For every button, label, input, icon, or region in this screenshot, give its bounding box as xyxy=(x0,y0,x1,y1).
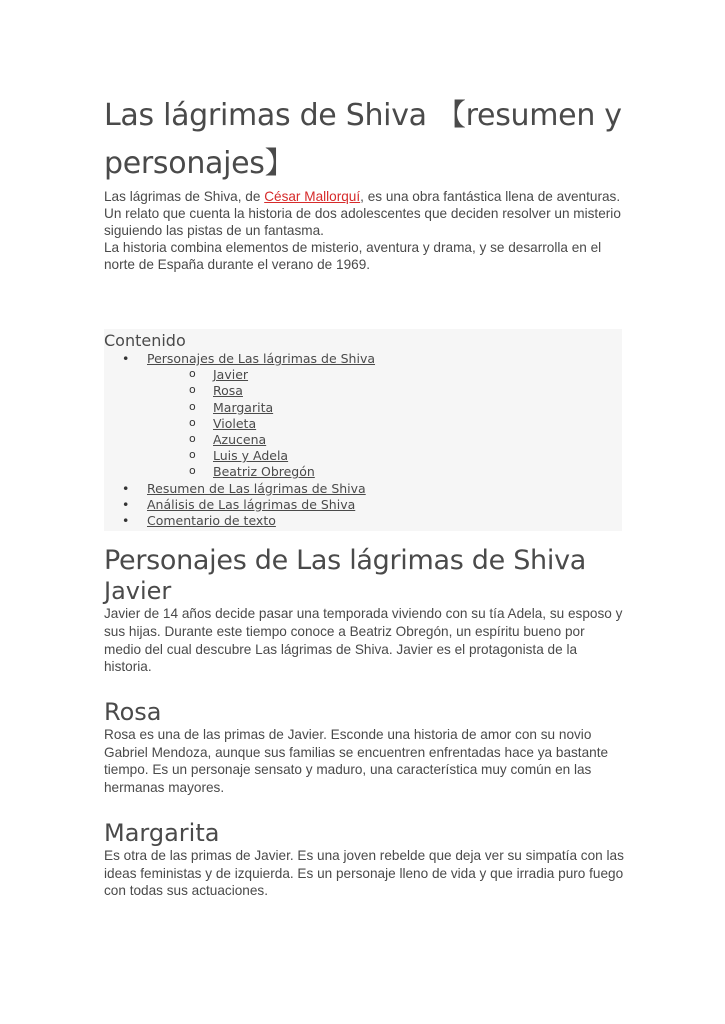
toc-item-personajes xyxy=(104,351,622,367)
table-of-contents xyxy=(104,329,622,531)
character-heading-javier: Javier xyxy=(104,577,172,606)
character-text-rosa: Rosa es una de las primas de Javier. Esconde una historia de amor con su novio Gabriel Mendoza, aunque sus familias se encuentren enfrentadas hace ya bastante tiempo. Es un personaje sensato y maduro, una característica muy común en las hermanas mayores. xyxy=(104,727,609,796)
toc-link-javier[interactable]: Javier xyxy=(213,367,249,383)
toc-link-azucena[interactable]: Azucena xyxy=(213,432,267,448)
toc-item-beatriz xyxy=(104,464,622,480)
toc-item-rosa xyxy=(104,383,622,399)
toc-item-azucena xyxy=(104,432,622,448)
toc-link-rosa[interactable]: Rosa xyxy=(213,383,243,399)
character-heading-margarita: Margarita xyxy=(104,818,220,847)
toc-item-violeta xyxy=(104,416,622,432)
character-text-javier: Javier de 14 años decide pasar una temporada viviendo con su tía Adela, su esposo y sus hijas. Durante este tiempo conoce a Beatriz Obregón, un espíritu bueno por medio del cual descubre Las lágrimas de Shiva. Javier es el protagonista de la historia. xyxy=(104,606,623,675)
toc-item-margarita xyxy=(104,400,622,416)
toc-link-beatriz[interactable]: Beatriz Obregón xyxy=(213,464,315,480)
page-title: Las lágrimas de Shiva 【resumen y personajes】 xyxy=(104,98,622,181)
character-heading-rosa: Rosa xyxy=(104,698,162,727)
toc-link-luis-adela[interactable]: Luis y Adela xyxy=(213,448,289,464)
toc-link-violeta[interactable]: Violeta xyxy=(213,415,257,431)
toc-list xyxy=(104,351,622,529)
toc-item-resumen xyxy=(104,481,622,497)
toc-link-resumen[interactable]: Resumen de Las lágrimas de Shiva xyxy=(147,480,366,496)
character-text-margarita: Es otra de las primas de Javier. Es una joven rebelde que deja ver su simpatía con las ideas feministas y de izquierda. Es un personaje lleno de vida y que irradia puro fuego con todas sus actuaciones. xyxy=(104,847,624,899)
intro-text-end: , es una obra fantástica llena de aventuras. Un relato que cuenta la historia de dos adolescentes que deciden resolver un misterio siguiendo las pistas de un fantasma. xyxy=(104,189,621,238)
toc-item-analisis xyxy=(104,497,622,513)
intro-paragraph xyxy=(104,188,624,239)
toc-item-comentario xyxy=(104,513,622,529)
toc-link-margarita[interactable]: Margarita xyxy=(213,399,274,415)
toc-item-luis-adela xyxy=(104,448,622,464)
toc-item-javier xyxy=(104,367,622,383)
article xyxy=(104,92,624,900)
toc-title: Contenido xyxy=(104,331,186,350)
toc-link-personajes[interactable]: Personajes de Las lágrimas de Shiva xyxy=(147,351,376,366)
section-title: Personajes de Las lágrimas de Shiva xyxy=(104,545,586,577)
toc-link-analisis[interactable]: Análisis de Las lágrimas de Shiva xyxy=(147,496,356,512)
intro-paragraph-2: La historia combina elementos de misterio, aventura y drama, y se desarrolla en el norte de España durante el verano de 1969. xyxy=(104,240,602,272)
author-link[interactable]: César Mallorquí xyxy=(264,189,361,204)
toc-link-comentario[interactable]: Comentario de texto xyxy=(147,513,276,529)
intro-text-start: Las lágrimas de Shiva, de xyxy=(104,189,265,204)
